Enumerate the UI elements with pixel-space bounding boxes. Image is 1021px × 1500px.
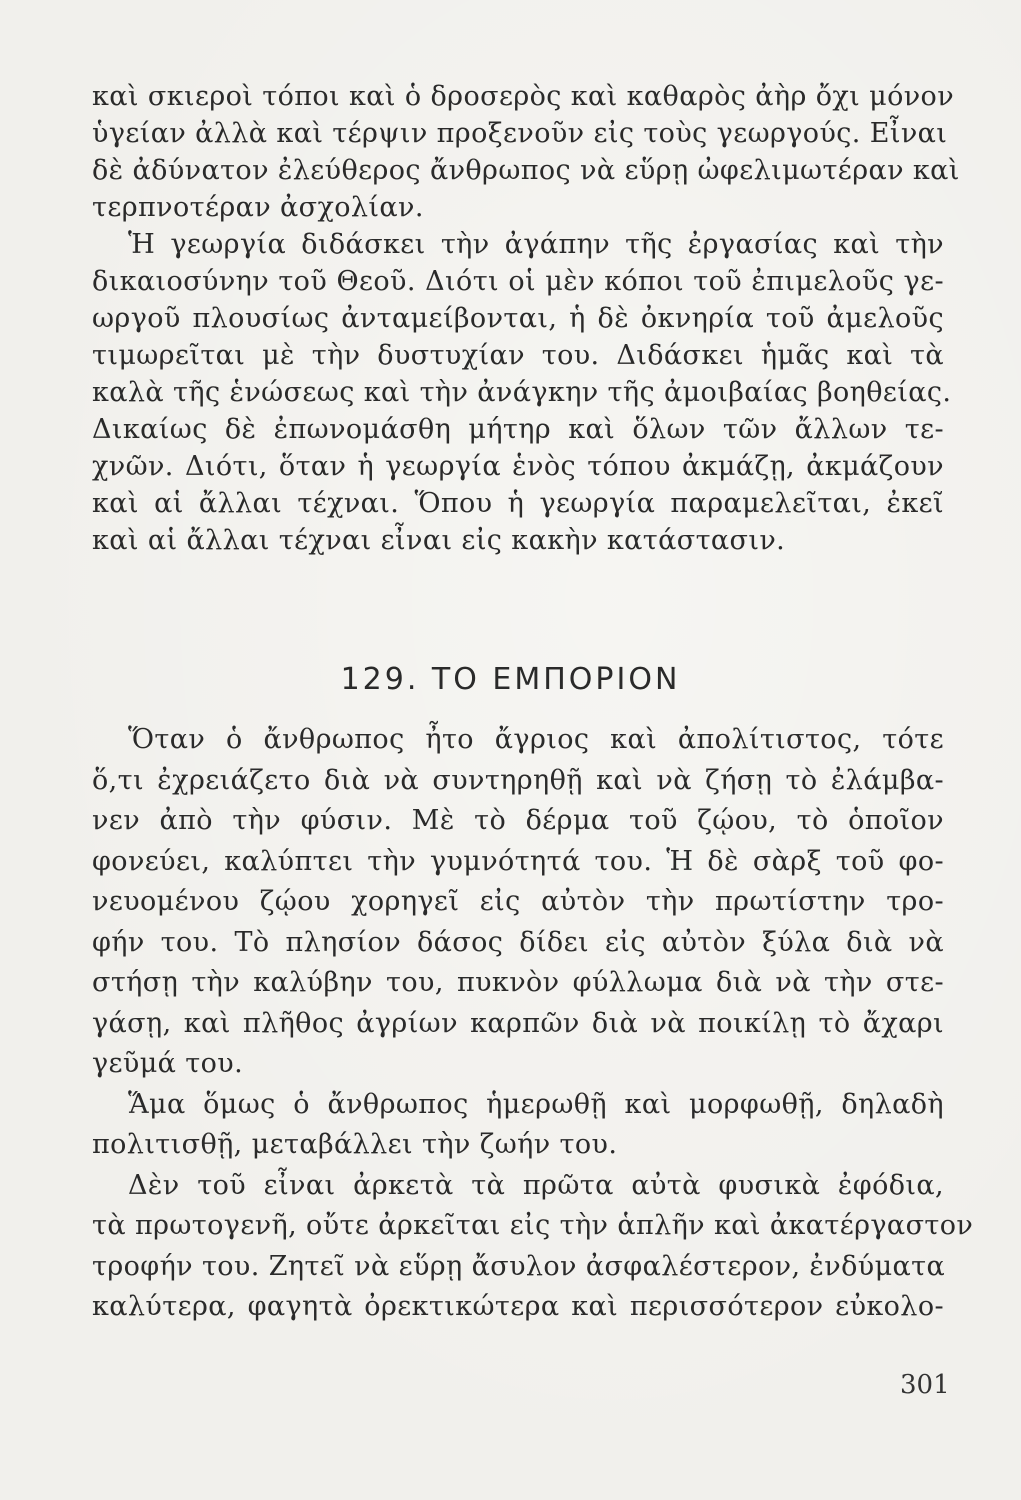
text-line: ωργοῦ πλουσίως ἀνταμείβονται, ἡ δὲ ὀκνηρία τοῦ ἀμελοῦς	[92, 303, 944, 334]
text-line: γάσῃ, καὶ πλῆθος ἀγρίων καρπῶν διὰ νὰ ποικίλῃ τὸ ἄχαρι	[92, 1007, 944, 1039]
text-line: Ὅταν ὁ ἄνθρωπος ἦτο ἄγριος καὶ ἀπολίτιστος, τότε	[128, 724, 944, 755]
text-line: δικαιοσύνην τοῦ Θεοῦ. Διότι οἱ μὲν κόποι τοῦ ἐπιμελοῦς γε-	[92, 266, 944, 297]
text-line: γεῦμά του.	[92, 1048, 244, 1079]
text-line: καλὰ τῆς ἑνώσεως καὶ τὴν ἀνάγκην τῆς ἀμοιβαίας βοηθείας.	[92, 377, 952, 408]
text-line: νεν ἀπὸ τὴν φύσιν. Μὲ τὸ δέρμα τοῦ ζῴου, τὸ ὁποῖον	[92, 805, 944, 836]
text-line: τὰ πρωτογενῆ, οὔτε ἀρκεῖται εἰς τὴν ἁπλῆν καὶ ἀκατέργαστον	[92, 1210, 974, 1241]
text-line: πολιτισθῇ, μεταβάλλει τὴν ζωήν του.	[92, 1129, 618, 1160]
text-line: τερπνοτέραν ἀσχολίαν.	[92, 192, 424, 223]
text-line: τιμωρεῖται μὲ τὴν δυστυχίαν του. Διδάσκει ἡμᾶς καὶ τὰ	[92, 340, 944, 371]
text-line: ὑγείαν ἀλλὰ καὶ τέρψιν προξενοῦν εἰς τοὺς γεωργούς. Εἶναι	[92, 118, 948, 149]
text-line: χνῶν. Διότι, ὅταν ἡ γεωργία ἑνὸς τόπου ἀκμάζῃ, ἀκμάζουν	[92, 451, 944, 482]
text-line: νευομένου ζῴου χορηγεῖ εἰς αὐτὸν τὴν πρωτίστην τρο-	[92, 886, 944, 917]
text-line: Δὲν τοῦ εἶναι ἀρκετὰ τὰ πρῶτα αὐτὰ φυσικὰ ἐφόδια,	[128, 1169, 944, 1201]
text-line: φονεύει, καλύπτει τὴν γυμνότητά του. Ἡ δὲ σὰρξ τοῦ φο-	[92, 845, 944, 877]
text-line: τροφήν του. Ζητεῖ νὰ εὕρῃ ἄσυλον ἀσφαλέστερον, ἐνδύματα	[92, 1250, 946, 1282]
text-line: ὅ,τι ἐχρειάζετο διὰ νὰ συντηρηθῇ καὶ νὰ ζήσῃ τὸ ἐλάμβα-	[92, 764, 944, 796]
text-line: Ἅμα ὅμως ὁ ἄνθρωπος ἡμερωθῇ καὶ μορφωθῇ, δηλαδὴ	[128, 1088, 944, 1120]
page-number: 301	[900, 1370, 950, 1400]
text-line: δὲ ἀδύνατον ἐλεύθερος ἄνθρωπος νὰ εὕρῃ ὠφελιμωτέραν καὶ	[92, 155, 960, 186]
text-line: καὶ σκιεροὶ τόποι καὶ ὁ δροσερὸς καὶ καθαρὸς ἀὴρ ὄχι μόνον	[92, 81, 955, 112]
text-line: καὶ αἱ ἄλλαι τέχναι. Ὅπου ἡ γεωργία παραμελεῖται, ἐκεῖ	[92, 488, 944, 519]
text-line: καλύτερα, φαγητὰ ὀρεκτικώτερα καὶ περισσότερον εὐκολο-	[92, 1291, 944, 1322]
text-line: καὶ αἱ ἄλλαι τέχναι εἶναι εἰς κακὴν κατάστασιν.	[92, 525, 786, 556]
text-line: Ἡ γεωργία διδάσκει τὴν ἀγάπην τῆς ἐργασίας καὶ τὴν	[128, 229, 944, 260]
text-line: στήσῃ τὴν καλύβην του, πυκνὸν φύλλωμα διὰ νὰ τὴν στε-	[92, 967, 944, 998]
text-line: φήν του. Τὸ πλησίον δάσος δίδει εἰς αὐτὸν ξύλα διὰ νὰ	[92, 926, 944, 958]
text-line: Δικαίως δὲ ἐπωνομάσθη μήτηρ καὶ ὅλων τῶν ἄλλων τε-	[92, 414, 944, 445]
text-section-agriculture	[92, 78, 960, 559]
text-section-commerce	[92, 720, 974, 1328]
section-heading: 129. ΤΟ ΕΜΠΟΡΙΟΝ	[340, 662, 681, 697]
